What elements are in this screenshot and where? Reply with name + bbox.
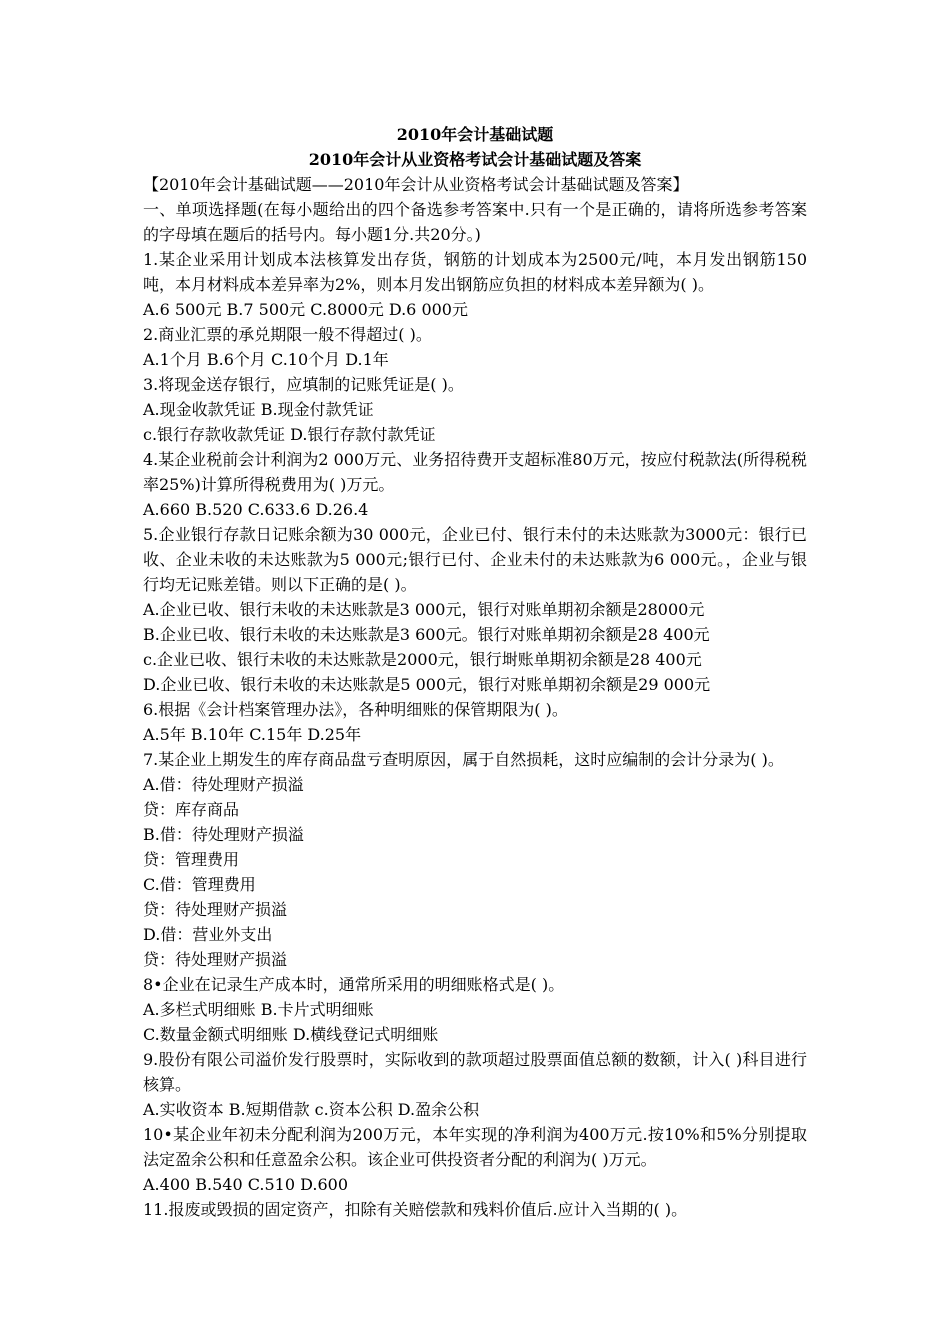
- document-page: [143, 122, 807, 1222]
- text-line: 3.将现金送存银行，应填制的记账凭证是( )。: [143, 375, 464, 394]
- text-line: 贷：管理费用: [143, 850, 240, 869]
- text-line: A.400 B.540 C.510 D.600: [143, 1175, 348, 1194]
- text-line: D.企业已收、银行未收的未达账款是5 000元，银行对账单期初余额是29 000元: [143, 675, 711, 694]
- text-line: c.企业已收、银行未收的未达账款是2000元，银行埘账单期初余额是28 400元: [143, 650, 702, 669]
- text-line: A.实收资本 B.短期借款 c.资本公积 D.盈余公积: [143, 1100, 480, 1119]
- text-line: 11.报废或毁损的固定资产，扣除有关赔偿款和残料价值后.应计入当期的( )。: [143, 1200, 688, 1219]
- document-body: [143, 172, 807, 1222]
- text-line: 一、单项选择题(在每小题给出的四个备选参考答案中.只有一个是正确的，请将所选参考答案的字母填在题后的括号内。每小题1分.共20分。): [143, 200, 807, 244]
- text-line: c.银行存款收款凭证 D.银行存款付款凭证: [143, 425, 436, 444]
- text-line: 5.企业银行存款日记账余额为30 000元，企业已付、银行未付的未达账款为3000元：银行已收、企业未收的未达账款为5 000元;银行已付、企业未付的未达账款为6 000元。，企业与银行均无记账差错。则以下正确的是( )。: [143, 525, 807, 594]
- text-line: D.借：营业外支出: [143, 925, 273, 944]
- text-line: C.数量金额式明细账 D.横线登记式明细账: [143, 1025, 439, 1044]
- text-line: A.5年 B.10年 C.15年 D.25年: [143, 725, 362, 744]
- text-line: A.660 B.520 C.633.6 D.26.4: [143, 500, 369, 519]
- text-line: 6.根据《会计档案管理办法》，各种明细账的保管期限为( )。: [143, 700, 568, 719]
- text-line: 7.某企业上期发生的库存商品盘亏查明原因，属于自然损耗，这时应编制的会计分录为( )。: [143, 750, 784, 769]
- text-line: 【2010年会计基础试题——2010年会计从业资格考试会计基础试题及答案】: [143, 175, 689, 194]
- text-line: C.借：管理费用: [143, 875, 256, 894]
- text-line: 贷：库存商品: [143, 800, 240, 819]
- text-line: 2.商业汇票的承兑期限一般不得超过( )。: [143, 325, 432, 344]
- text-line: A.借：待处理财产损溢: [143, 775, 304, 794]
- text-line: 10•某企业年初未分配利润为200万元，本年实现的净利润为400万元.按10%和5%分别提取法定盈余公积和任意盈余公积。该企业可供投资者分配的利润为( )万元。: [143, 1125, 807, 1169]
- text-line: 8•企业在记录生产成本时，通常所采用的明细账格式是( )。: [143, 975, 565, 994]
- text-line: 贷：待处理财产损溢: [143, 900, 288, 919]
- document-title: 2010年会计基础试题: [396, 125, 554, 144]
- text-line: B.企业已收、银行未收的未达账款是3 600元。银行对账单期初余额是28 400元: [143, 625, 710, 644]
- text-line: A.1个月 B.6个月 C.10个月 D.1年: [143, 350, 389, 369]
- text-line: 1.某企业采用计划成本法核算发出存货，钢筋的计划成本为2500元/吨，本月发出钢筋150吨，本月材料成本差异率为2%，则本月发出钢筋应负担的材料成本差异额为( )。: [143, 250, 807, 294]
- text-line: 4.某企业税前会计利润为2 000万元、业务招待费开支超标准80万元，按应付税款法(所得税税率25%)计算所得税费用为( )万元。: [143, 450, 807, 494]
- text-line: A.6 500元 B.7 500元 C.8000元 D.6 000元: [143, 300, 468, 319]
- text-line: A.现金收款凭证 B.现金付款凭证: [143, 400, 374, 419]
- text-line: 9.股份有限公司溢价发行股票时，实际收到的款项超过股票面值总额的数额，计入( )科目进行核算。: [143, 1050, 807, 1094]
- text-line: B.借：待处理财产损溢: [143, 825, 304, 844]
- text-line: A.企业已收、银行未收的未达账款是3 000元，银行对账单期初余额是28000元: [143, 600, 705, 619]
- document-subtitle: 2010年会计从业资格考试会计基础试题及答案: [308, 150, 642, 169]
- text-line: 贷：待处理财产损溢: [143, 950, 288, 969]
- text-line: A.多栏式明细账 B.卡片式明细账: [143, 1000, 374, 1019]
